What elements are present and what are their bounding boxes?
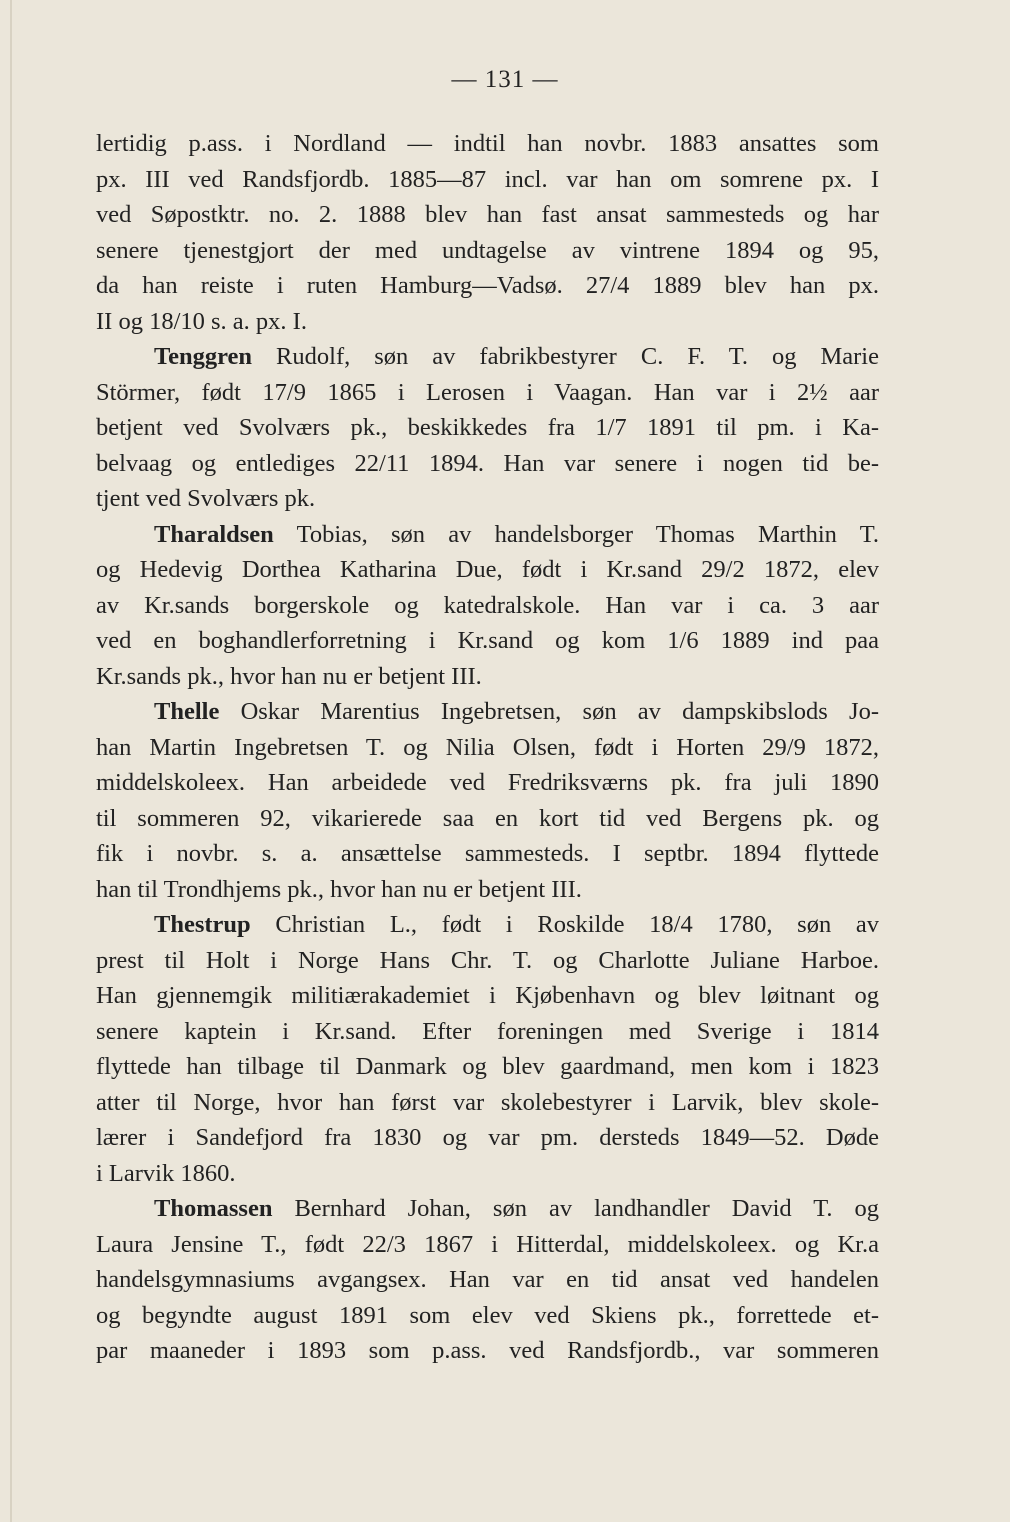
text-line: betjent ved Svolværs pk., beskikkedes fra 1/7 1891 til pm. i Ka- [96, 414, 879, 441]
text-line: ved Søpostktr. no. 2. 1888 blev han fast ansat sammesteds og har [96, 201, 879, 228]
entry-first-line [96, 694, 879, 730]
text-line: han til Trondhjems pk., hvor han nu er betjent III. [96, 875, 582, 903]
text-line: han Martin Ingebretsen T. og Nilia Olsen, født i Horten 29/9 1872, [96, 733, 879, 761]
entry-name: Tharaldsen [154, 520, 274, 548]
entry-first-line [96, 1191, 879, 1227]
entry-name: Tenggren [154, 343, 253, 370]
entry-first-line [96, 907, 879, 943]
entry-name: Thomassen [154, 1195, 273, 1222]
text-line: handelsgymnasiums avgangsex. Han var en tid ansat ved handelen [96, 1266, 879, 1293]
text-line: atter til Norge, hvor han først var skolebestyrer i Larvik, blev skole- [96, 1088, 879, 1116]
text-line: i Larvik 1860. [96, 1159, 236, 1187]
text-line: II og 18/10 s. a. px. I. [96, 307, 307, 335]
text-line: prest til Holt i Norge Hans Chr. T. og Charlotte Juliane Harboe. [96, 946, 879, 974]
entry-name: Thestrup [154, 911, 251, 938]
entry-text: Oskar Marentius Ingebretsen, søn av dampskibslods Jo- [240, 698, 879, 725]
entry-text: Bernhard Johan, søn av landhandler David T. og [294, 1195, 879, 1222]
text-line: til sommeren 92, vikarierede saa en kort tid ved Bergens pk. og [96, 804, 879, 832]
entry-name: Thelle [154, 698, 220, 725]
text-line: senere tjenestgjort der med undtagelse av vintrene 1894 og 95, [96, 236, 879, 264]
text-line: Störmer, født 17/9 1865 i Lerosen i Vaagan. Han var i 2½ aar [96, 378, 879, 406]
text-line: lertidig p.ass. i Nordland — indtil han novbr. 1883 ansattes som [96, 130, 879, 157]
page-edge [10, 0, 12, 1522]
text-line: Laura Jensine T., født 22/3 1867 i Hitterdal, middelskoleex. og Kr.a [96, 1230, 879, 1258]
text-line: og Hedevig Dorthea Katharina Due, født i Kr.sand 29/2 1872, elev [96, 556, 879, 583]
entry-first-line [96, 517, 879, 553]
text-line: middelskoleex. Han arbeidede ved Fredriksværns pk. fra juli 1890 [96, 769, 879, 796]
text-line: ved en boghandlerforretning i Kr.sand og kom 1/6 1889 ind paa [96, 627, 879, 654]
text-line: tjent ved Svolværs pk. [96, 485, 316, 512]
text-line: belvaag og entlediges 22/11 1894. Han var senere i nogen tid be- [96, 449, 879, 477]
text-line: da han reiste i ruten Hamburg—Vadsø. 27/4 1889 blev han px. [96, 272, 879, 299]
text-line: senere kaptein i Kr.sand. Efter foreningen med Sverige i 1814 [96, 1017, 879, 1045]
text-line: og begyndte august 1891 som elev ved Skiens pk., forrettede et- [96, 1301, 879, 1329]
text-line: par maaneder i 1893 som p.ass. ved Randsfjordb., var sommeren [96, 1337, 879, 1364]
text-line: flyttede han tilbage til Danmark og blev gaardmand, men kom i 1823 [96, 1053, 879, 1080]
text-line: lærer i Sandefjord fra 1830 og var pm. dersteds 1849—52. Døde [96, 1124, 879, 1151]
entry-first-line [96, 339, 879, 375]
entry-text: Tobias, søn av handelsborger Thomas Marthin T. [296, 520, 879, 548]
text-line: Kr.sands pk., hvor han nu er betjent III. [96, 662, 482, 690]
text-line: px. III ved Randsfjordb. 1885—87 incl. var han om somrene px. I [96, 165, 879, 193]
page-number: — 131 — [451, 66, 559, 93]
entry-text: Rudolf, søn av fabrikbestyrer C. F. T. og Marie [276, 343, 879, 370]
entry-text: Christian L., født i Roskilde 18/4 1780, søn av [275, 911, 879, 938]
text-line: av Kr.sands borgerskole og katedralskole. Han var i ca. 3 aar [96, 591, 879, 619]
text-line: fik i novbr. s. a. ansættelse sammesteds. I septbr. 1894 flyttede [96, 840, 879, 867]
text-line: Han gjennemgik militiærakademiet i Kjøbenhavn og blev løitnant og [96, 982, 879, 1009]
body-text [96, 126, 879, 1369]
